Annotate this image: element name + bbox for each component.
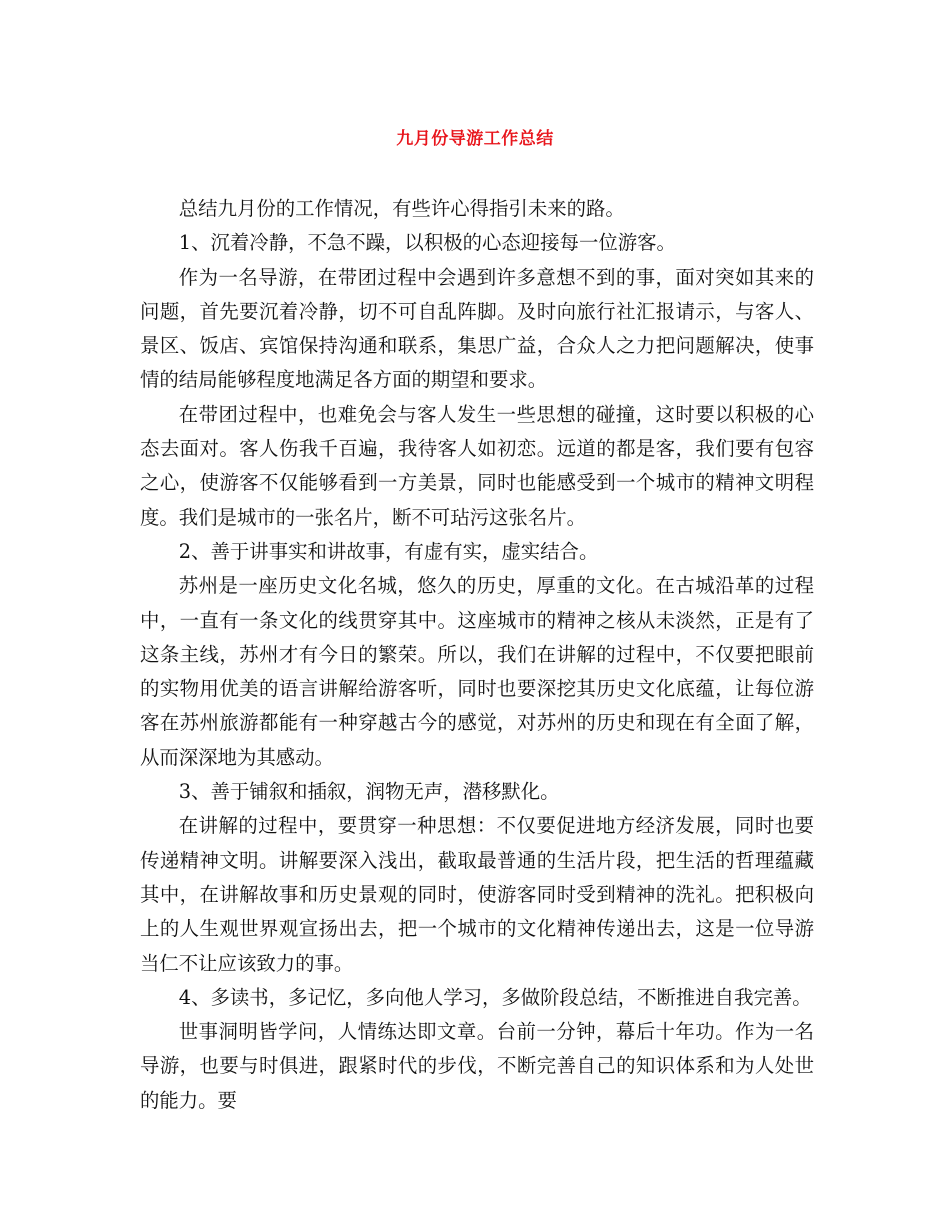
paragraph: 在带团过程中，也难免会与客人发生一些思想的碰撞，这时要以积极的心态去面对。客人伤我千百遍，我待客人如初恋。远道的都是客，我们要有包容之心，使游客不仅能够看到一方美景，同时也能感受到一个城市的精神文明程度。我们是城市的一张名片，断不可玷污这张名片。 bbox=[140, 402, 814, 529]
paragraph: 世事洞明皆学问，人情练达即文章。台前一分钟，幕后十年功。作为一名导游，也要与时俱进，跟紧时代的步伐，不断完善自己的知识体系和为人处世的能力。要 bbox=[140, 1020, 814, 1112]
paragraph: 作为一名导游，在带团过程中会遇到许多意想不到的事，面对突如其来的问题，首先要沉着冷静，切不可自乱阵脚。及时向旅行社汇报请示，与客人、景区、饭店、宾馆保持沟通和联系，集思广益，合众人之力把问题解决，使事情的结局能够程度地满足各方面的期望和要求。 bbox=[140, 265, 814, 392]
paragraph: 在讲解的过程中，要贯穿一种思想：不仅要促进地方经济发展，同时也要传递精神文明。讲解要深入浅出，截取最普通的生活片段，把生活的哲理蕴藏其中，在讲解故事和历史景观的同时，使游客同时受到精神的洗礼。把积极向上的人生观世界观宣扬出去，把一个城市的文化精神传递出去，这是一位导游当仁不让应该致力的事。 bbox=[140, 814, 814, 975]
paragraph-intro: 总结九月份的工作情况，有些许心得指引未来的路。 bbox=[178, 197, 625, 220]
paragraph-heading-3: 3、善于铺叙和插叙，润物无声，潜移默化。 bbox=[178, 780, 560, 804]
document-title: 九月份导游工作总结 bbox=[396, 129, 554, 149]
document-body bbox=[140, 192, 814, 1118]
paragraph-heading-4: 4、多读书，多记忆，多向他人学习，多做阶段总结，不断推进自我完善。 bbox=[178, 985, 812, 1009]
paragraph-heading-2: 2、善于讲事实和讲故事，有虚有实，虚实结合。 bbox=[178, 539, 599, 563]
paragraph: 苏州是一座历史文化名城，悠久的历史，厚重的文化。在古城沿革的过程中，一直有一条文化的线贯穿其中。这座城市的精神之核从未淡然，正是有了这条主线，苏州才有今日的繁荣。所以，我们在讲解的过程中，不仅要把眼前的实物用优美的语言讲解给游客听，同时也要深挖其历史文化底蕴，让每位游客在苏州旅游都能有一种穿越古今的感觉，对苏州的历史和现在有全面了解，从而深深地为其感动。 bbox=[140, 574, 814, 769]
paragraph-heading-1: 1、沉着冷静，不急不躁，以积极的心态迎接每一位游客。 bbox=[178, 231, 676, 255]
